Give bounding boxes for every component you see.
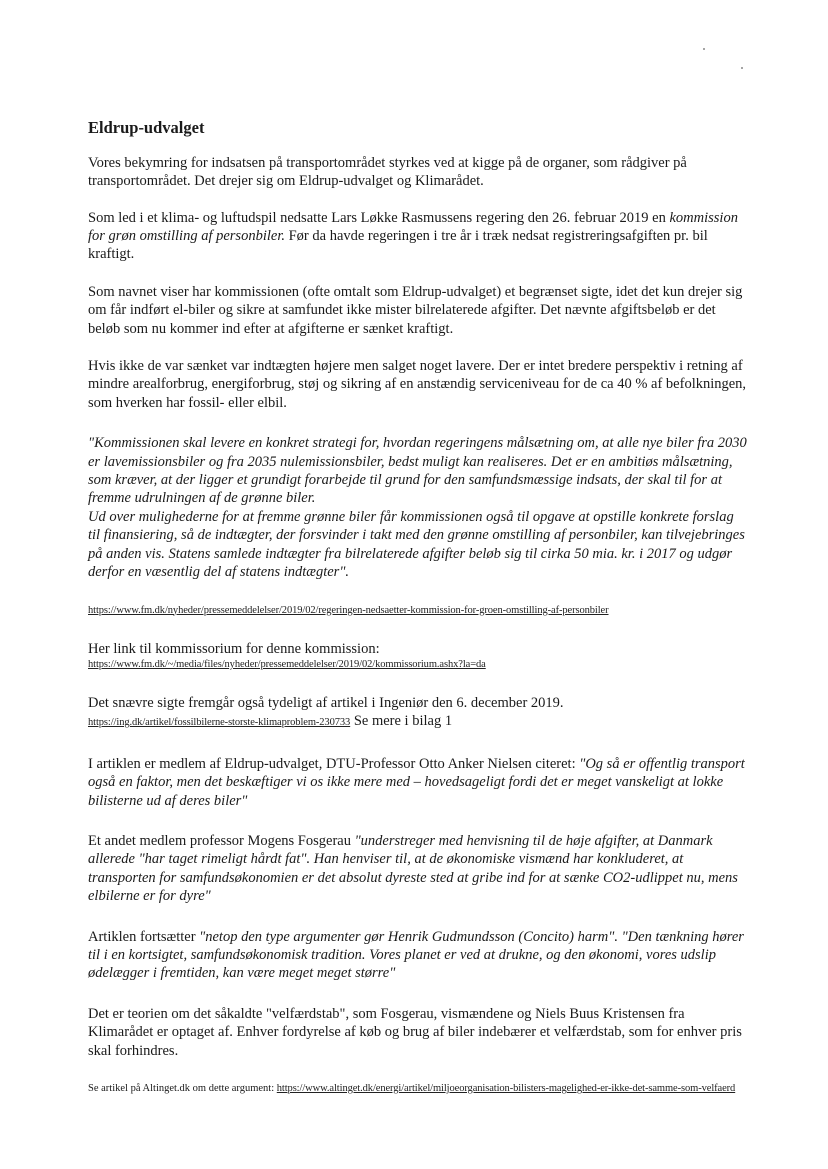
commission-title: kommission for grøn omstilling af personbiler. bbox=[88, 209, 738, 245]
paragraph-kommissorium: Her link til kommissorium for denne kommission: bbox=[88, 640, 380, 657]
press-release-link[interactable]: https://www.fm.dk/nyheder/pressemeddelelser/2019/02/regeringen-nedsaetter-kommission-for-groen-omstilling-af-personbiler bbox=[88, 604, 609, 616]
section-heading: Eldrup-udvalget bbox=[88, 118, 205, 137]
kommissorium-link[interactable]: https://www.fm.dk/~/media/files/nyheder/pressemeddelelser/2019/02/kommissorium.ashx?la=da bbox=[88, 658, 486, 670]
appendix-reference: Se mere i bilag 1 bbox=[353, 713, 453, 730]
quote-financing: Ud over mulighederne for at fremme grønne biler får kommissionen også til opgave at opstille konkrete forslag til finansiering, så de indtægter, der forsvinder i takt med den grønne omstilling af personbiler, kan tilvejebringes på anden vis. Statens samlede indtægter fra bilrelaterede afgifter beløb sig til cirka 50 mia. kr. i 2017 og udgør derfor en væsentlig del af statens indtægter". bbox=[88, 508, 745, 581]
paragraph-ingenioer: Det snævre sigte fremgår også tydeligt af artikel i Ingeniør den 6. december 2019. bbox=[88, 694, 564, 711]
quote-strategy: "Kommissionen skal levere en konkret strategi for, hvordan regeringens målsætning om, at alle nye biler fra 2030 er lavemissionsbiler og fra 2035 nulemissionsbiler, bedst muligt kan realiseres. Det er en ambitiøs målsætning, som kræver, at der ligger et grundigt forarbejde til grund for den samfundsmæssige indsats, der skal til for at fremme udrulningen af de grønne biler. bbox=[88, 435, 747, 507]
footnote-altinget bbox=[88, 1082, 748, 1096]
altinget-article-link[interactable]: https://www.altinget.dk/energi/artikel/miljoeorganisation-bilisters-magelighed-er-ikke-det-samme-som-velfaerd bbox=[276, 1083, 736, 1095]
paragraph-scope: Som navnet viser har kommissionen (ofte omtalt som Eldrup-udvalget) et begrænset sigte, idet det kun drejer sig om får indført el-biler og sikre at samfundet ikke mister bilrelaterede afgifter. Det nævnte afgiftsbeløb er det beløb som nu kommer ind efter at afgifterne er sænket kraftigt. bbox=[88, 283, 743, 337]
document-body bbox=[88, 118, 748, 1096]
scan-speck bbox=[741, 67, 743, 69]
paragraph-gudmundsson-quote bbox=[88, 928, 748, 983]
ingenioer-link-line bbox=[88, 712, 748, 732]
quote-gudmundsson: "netop den type argumenter gør Henrik Gudmundsson (Concito) harm". "Den tænkning hører til i en kortsigtet, samfundsøkonomisk tradition. Vores planet er ved at drukne, og den økonomi, vores udslip ødelægger i fremtiden, kan være meget meget større" bbox=[88, 928, 744, 982]
text-run: Som led i et klima- og luftudspil nedsatte Lars Løkke Rasmussens regering den 26. februar 2019 en bbox=[88, 209, 670, 226]
paragraph-welfare-loss: Det er teorien om det såkaldte "velfærdstab", som Fosgerau, vismændene og Niels Buus Kristensen fra Klimarådet er optaget af. Enhver fordyrelse af køb og brug af biler indebærer et velfærdstab, som for enhver pris skal forhindres. bbox=[88, 1005, 742, 1059]
paragraph-intro: Vores bekymring for indsatsen på transportområdet styrkes ved at kigge på de organer, som rådgiver på transportområdet. Det drejer sig om Eldrup-udvalget og Klimarådet. bbox=[88, 154, 687, 190]
quote-fosgerau: "understreger med henvisning til de høje afgifter, at Danmark allerede "har taget rimeligt hårdt fat". Han henviser til, at de økonomiske vismænd har konkluderet, at transporten for samfundsøkonomien er det absolut dyreste sted at gribe ind for at sænke CO2-udlippet nu, mens elbilerne er for dyre" bbox=[88, 832, 738, 905]
paragraph-fosgerau-quote bbox=[88, 832, 748, 906]
quote-nielsen: "Og så er offentlig transport også en faktor, men det beskæftiger vi os ikke mere med – hovedsageligt fordi det er meget vanskeligt at lokke bilisterne ud af deres biler" bbox=[88, 755, 745, 809]
text-run: I artiklen er medlem af Eldrup-udvalget, DTU-Professor Otto Anker Nielsen citeret: bbox=[88, 755, 580, 772]
text-run: Artiklen fortsætter bbox=[88, 928, 200, 945]
ingenioer-article-link[interactable]: https://ing.dk/artikel/fossilbilerne-storste-klimaproblem-230733 bbox=[88, 717, 351, 729]
paragraph-nielsen-quote bbox=[88, 755, 748, 810]
text-run: Et andet medlem professor Mogens Fosgerau bbox=[88, 832, 355, 849]
paragraph-perspective: Hvis ikke de var sænket var indtægten højere men salget noget lavere. Der er intet bredere perspektiv i retning af mindre arealforbrug, energiforbrug, støj og sikring af en anstændig serviceniveau for de ca 40 % af befolkningen, som hverken har fossil- eller elbil. bbox=[88, 358, 747, 411]
text-run: Før da havde regeringen i tre år i træk nedsat registreringsafgiften pr. bil kraftigt. bbox=[88, 228, 708, 263]
footnote-label: Se artikel på Altinget.dk om dette argument: bbox=[88, 1083, 277, 1095]
paragraph-commission bbox=[88, 209, 748, 264]
scan-speck bbox=[703, 48, 705, 50]
